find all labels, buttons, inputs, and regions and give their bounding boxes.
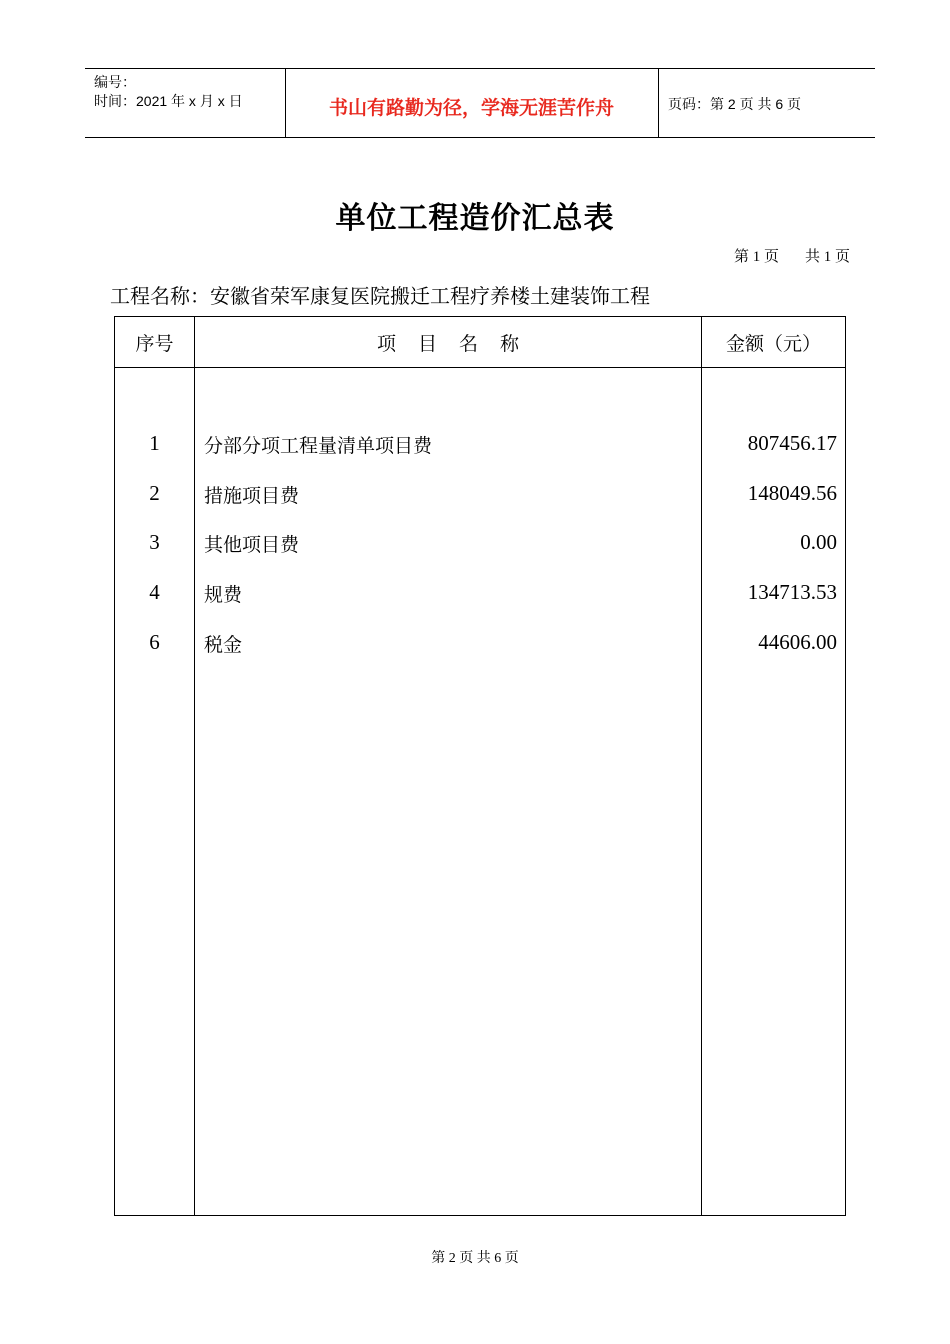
header-name: 项目名称 — [376, 332, 541, 355]
time-label: 时间：2021 年 x 月 x 日 — [94, 93, 243, 109]
header-motto-cell — [285, 69, 659, 137]
project-name: 工程名称：安徽省荣军康复医院搬迁工程疗养楼土建装饰工程 — [110, 284, 650, 308]
row-name: 其他项目费 — [204, 534, 300, 556]
page-current: 第 1 页 — [733, 249, 779, 265]
table-row — [115, 479, 845, 509]
page-total: 共 1 页 — [804, 249, 850, 265]
table-row — [115, 429, 845, 459]
cost-summary-table — [114, 316, 846, 1216]
header-no: 序号 — [135, 332, 174, 355]
row-amount: 148049.56 — [747, 481, 837, 505]
table-row — [115, 528, 845, 558]
header-amount: 金额（元） — [725, 332, 821, 355]
header-page-code-cell — [668, 69, 801, 137]
row-amount: 0.00 — [800, 530, 837, 554]
header-meta — [85, 69, 286, 137]
row-name: 措施项目费 — [204, 485, 300, 507]
motto-text: 书山有路勤为径，学海无涯苦作舟 — [328, 96, 614, 119]
row-no: 6 — [149, 630, 160, 654]
table-row — [115, 628, 845, 658]
header-divider — [115, 367, 845, 368]
page-footer: 第 2 页 共 6 页 — [431, 1251, 519, 1266]
page-code: 页码：第 2 页 共 6 页 — [668, 96, 802, 112]
row-no: 2 — [149, 481, 160, 505]
page-header — [85, 68, 875, 138]
page-info — [734, 245, 850, 266]
number-label: 编号： — [94, 74, 136, 90]
row-name: 税金 — [204, 634, 243, 656]
row-name: 规费 — [204, 584, 243, 606]
row-amount: 44606.00 — [758, 630, 837, 654]
row-no: 4 — [149, 580, 160, 604]
row-name: 分部分项工程量清单项目费 — [204, 435, 433, 457]
row-no: 3 — [149, 530, 160, 554]
row-amount: 134713.53 — [747, 580, 837, 604]
table-row — [115, 578, 845, 608]
row-amount: 807456.17 — [747, 431, 837, 455]
document-title: 单位工程造价汇总表 — [335, 201, 615, 236]
row-no: 1 — [149, 431, 160, 455]
